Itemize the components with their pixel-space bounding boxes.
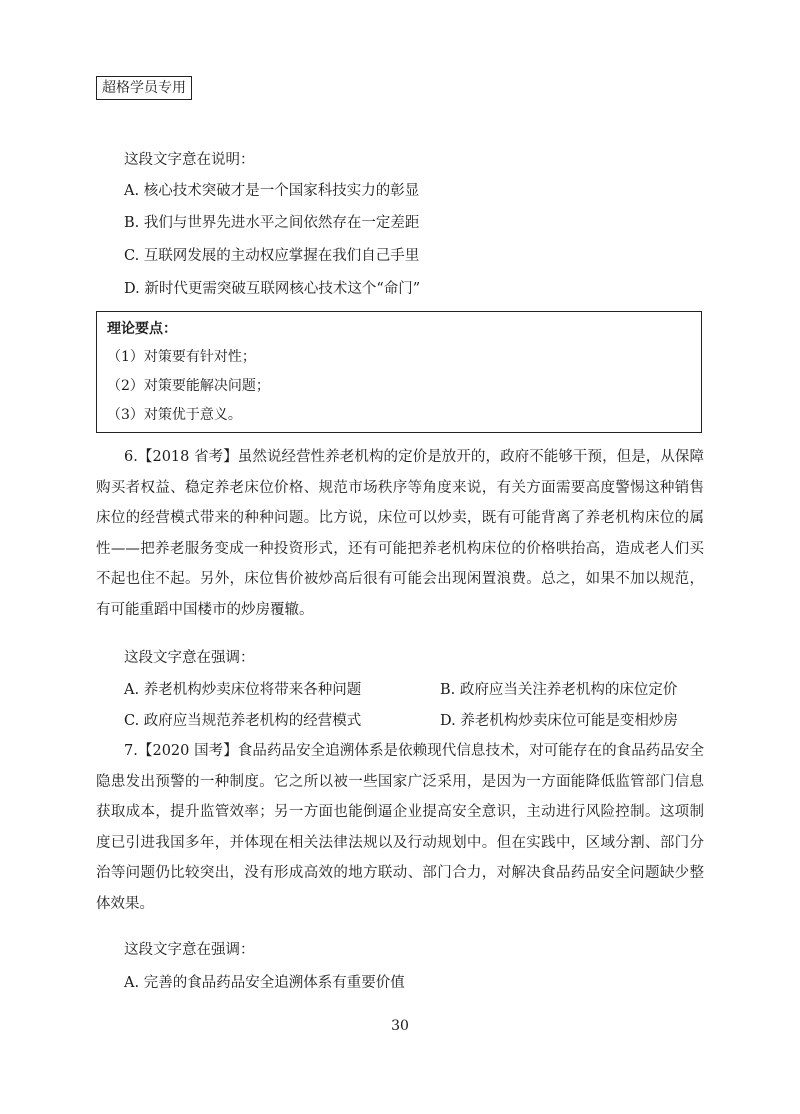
- q7-option-a: A. 完善的食品药品安全追溯体系有重要价值: [124, 975, 405, 991]
- q6-source: 【2018 省考】: [137, 449, 238, 465]
- theory-title: 理论要点：: [107, 321, 177, 337]
- q6-option-a: A. 养老机构炒卖床位将带来各种问题: [124, 682, 362, 698]
- page-number: 30: [391, 1018, 409, 1034]
- q7-number: 7.: [124, 743, 138, 759]
- q6-option-d: D. 养老机构炒卖床位可能是变相炒房: [440, 713, 678, 729]
- q6-option-b: B. 政府应当关注养老机构的床位定价: [440, 682, 678, 698]
- q6-number: 6.: [124, 449, 138, 465]
- theory-points-box: [96, 311, 702, 433]
- q5-option-a: A. 核心技术突破才是一个国家科技实力的彰显: [124, 183, 420, 199]
- theory-item-3: （3）对策优于意义。: [107, 407, 242, 423]
- q5-option-b: B. 我们与世界先进水平之间依然存在一定差距: [124, 215, 420, 231]
- theory-item-2: （2）对策要能解决问题；: [107, 378, 270, 394]
- q7-passage: [96, 736, 704, 919]
- q5-stem: 这段文字意在说明：: [124, 152, 255, 168]
- q5-option-d: D. 新时代更需突破互联网核心技术这个“命门”: [124, 281, 421, 297]
- theory-item-1: （1）对策要有针对性；: [107, 349, 256, 365]
- q7-source: 【2020 国考】: [137, 743, 238, 759]
- student-exclusive-badge: 超格学员专用: [96, 76, 192, 100]
- q6-option-c: C. 政府应当规范养老机构的经营模式: [124, 713, 362, 729]
- q5-option-c: C. 互联网发展的主动权应掌握在我们自己手里: [124, 248, 420, 264]
- q6-passage: [96, 442, 704, 625]
- q6-stem: 这段文字意在强调：: [124, 650, 255, 666]
- q7-text: 食品药品安全追溯体系是依赖现代信息技术，对可能存在的食品药品安全隐患发出预警的一种制度。它之所以被一些国家广泛采用，是因为一方面能降低监管部门信息获取成本，提升监管效率；另一方面也能倒逼企业提高安全意识，主动进行风险控制。这项制度已引进我国多年，并体现在相关法律法规以及行动规划中。但在实践中，区域分割、部门分治等问题仍比较突出，没有形成高效的地方联动、部门合力，对解决食品药品安全问题缺少整体效果。: [96, 743, 705, 912]
- q6-text: 虽然说经营性养老机构的定价是放开的，政府不能够干预，但是，从保障购买者权益、稳定养老床位价格、规范市场秩序等角度来说，有关方面需要高度警惕这种销售床位的经营模式带来的种种问题。比方说，床位可以炒卖，既有可能背离了养老机构床位的属性——把养老服务变成一种投资形式，还有可能把养老机构床位的价格哄抬高，造成老人们买不起也住不起。另外，床位售价被炒高后很有可能会出现闲置浪费。总之，如果不加以规范，有可能重蹈中国楼市的炒房覆辙。: [96, 449, 705, 618]
- q7-stem: 这段文字意在强调：: [124, 942, 255, 958]
